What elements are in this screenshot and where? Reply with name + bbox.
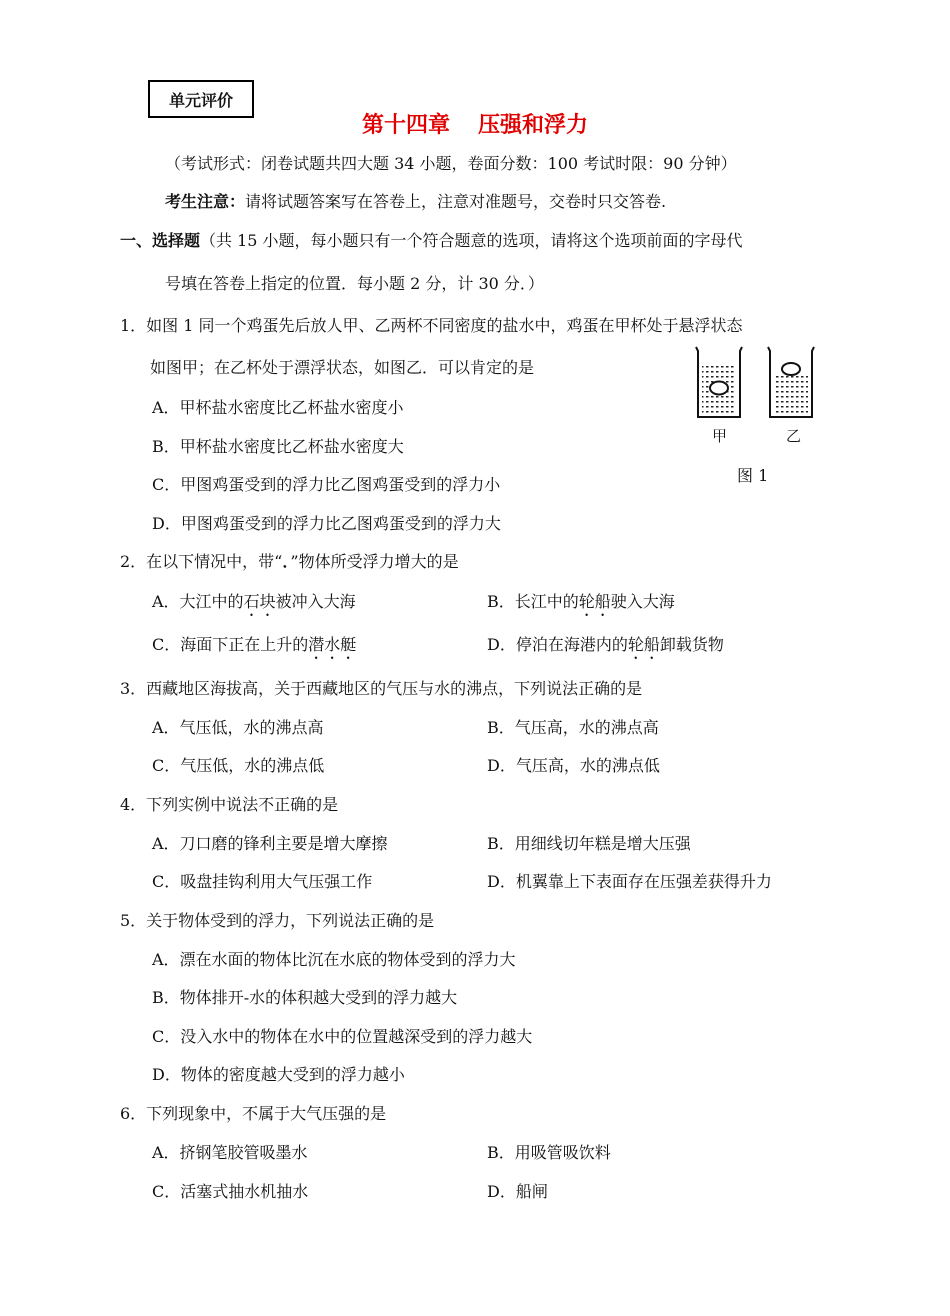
q6-option-d: D．船闸 [487,1182,548,1201]
q2-d-post: 卸载货物 [659,635,724,654]
q2-c-emphasis: 潜水艇 [308,635,357,654]
q2-stem-mark: ． [282,552,291,571]
q3-option-d: D．气压高，水的沸点低 [487,756,660,775]
q5-option-d: D．物体的密度越大受到的浮力越小 [152,1065,405,1084]
q2-option-b [487,589,675,620]
figure-label-jia: 甲 [712,427,728,445]
figure-1-caption: 图 1 [737,466,769,485]
q5-option-a: A．漂在水面的物体比沉在水底的物体受到的浮力大 [152,950,516,969]
figure-label-yi: 乙 [786,427,802,445]
egg-suspended [710,382,728,395]
q2-c-pre: C．海面下正在上升的 [152,635,309,654]
section-heading [120,228,743,251]
q3-option-b: B．气压高，水的沸点高 [487,718,659,737]
q1-stem-line2: 如图甲；在乙杯处于漂浮状态，如图乙．可以肯定的是 [150,358,535,377]
q1-option-d: D．甲图鸡蛋受到的浮力比乙图鸡蛋受到的浮力大 [152,514,501,533]
q4-option-d: D．机翼靠上下表面存在压强差获得升力 [487,872,772,891]
exam-info: （考试形式：闭卷试题共四大题 34 小题，卷面分数：100 考试时限：90 分钟） [165,154,737,173]
beaker-jia [696,347,742,417]
notice [165,189,666,212]
q4-stem: 4．下列实例中说法不正确的是 [120,795,339,814]
figure-1-beakers [690,345,825,450]
q2-b-emphasis: 轮船 [578,592,611,611]
egg-floating [782,363,800,375]
q4-option-a: A．刀口磨的锋利主要是增大摩擦 [152,834,388,853]
q2-option-a [152,589,356,620]
q2-d-pre: D．停泊在海港内的 [487,635,628,654]
q4-option-c: C．吸盘挂钩利用大气压强工作 [152,872,373,891]
q1-stem-line1: 1．如图 1 同一个鸡蛋先后放人甲、乙两杯不同密度的盐水中，鸡蛋在甲杯处于悬浮状态 [120,316,743,335]
page-title [0,108,950,139]
q3-stem: 3．西藏地区海拔高，关于西藏地区的气压与水的沸点，下列说法正确的是 [120,679,643,698]
q1-option-c: C．甲图鸡蛋受到的浮力比乙图鸡蛋受到的浮力小 [152,475,501,494]
section-label: 一、选择题 [120,231,201,250]
q6-stem: 6．下列现象中，不属于大气压强的是 [120,1104,387,1123]
notice-text: 请将试题答案写在答卷上，注意对准题号，交卷时只交答卷. [245,192,667,211]
q2-a-post: 被冲入大海 [275,592,356,611]
q6-option-c: C．活塞式抽水机抽水 [152,1182,309,1201]
q2-b-pre: B．长江中的 [487,592,579,611]
q3-option-c: C．气压低，水的沸点低 [152,756,325,775]
chapter-number: 第十四章 [361,113,450,138]
q5-option-c: C．没入水中的物体在水中的位置越深受到的浮力越大 [152,1027,533,1046]
section-instructions-line2: 号填在答卷上指定的位置．每小题 2 分，计 30 分．） [165,274,544,293]
q2-d-emphasis: 轮船 [627,635,660,654]
q2-a-emphasis: 石块 [243,592,276,611]
q2-stem-post: ”物体所受浮力增大的是 [290,552,459,571]
chapter-topic: 压强和浮力 [478,113,589,138]
section-badge: 单元评价 [148,80,254,118]
q2-a-pre: A．大江中的 [152,592,244,611]
q2-stem [120,549,459,572]
beaker-yi [768,347,814,417]
q2-option-c [152,632,356,663]
q5-option-b: B．物体排开-水的体积越大受到的浮力越大 [152,988,458,1007]
q2-stem-pre: 2．在以下情况中，带“ [120,552,283,571]
q2-b-post: 驶入大海 [610,592,675,611]
q5-stem: 5．关于物体受到的浮力，下列说法正确的是 [120,911,435,930]
q1-option-b: B．甲杯盐水密度比乙杯盐水密度大 [152,437,404,456]
section-instructions-line1: （共 15 小题，每小题只有一个符合题意的选项，请将这个选项前面的字母代 [200,231,743,250]
q3-option-a: A．气压低，水的沸点高 [152,718,324,737]
q6-option-b: B．用吸管吸饮料 [487,1143,611,1162]
q6-option-a: A．挤钢笔胶管吸墨水 [152,1143,308,1162]
q1-option-a: A．甲杯盐水密度比乙杯盐水密度小 [152,398,404,417]
q4-option-b: B．用细线切年糕是增大压强 [487,834,691,853]
notice-label: 考生注意： [165,192,246,211]
q2-option-d [487,632,724,663]
